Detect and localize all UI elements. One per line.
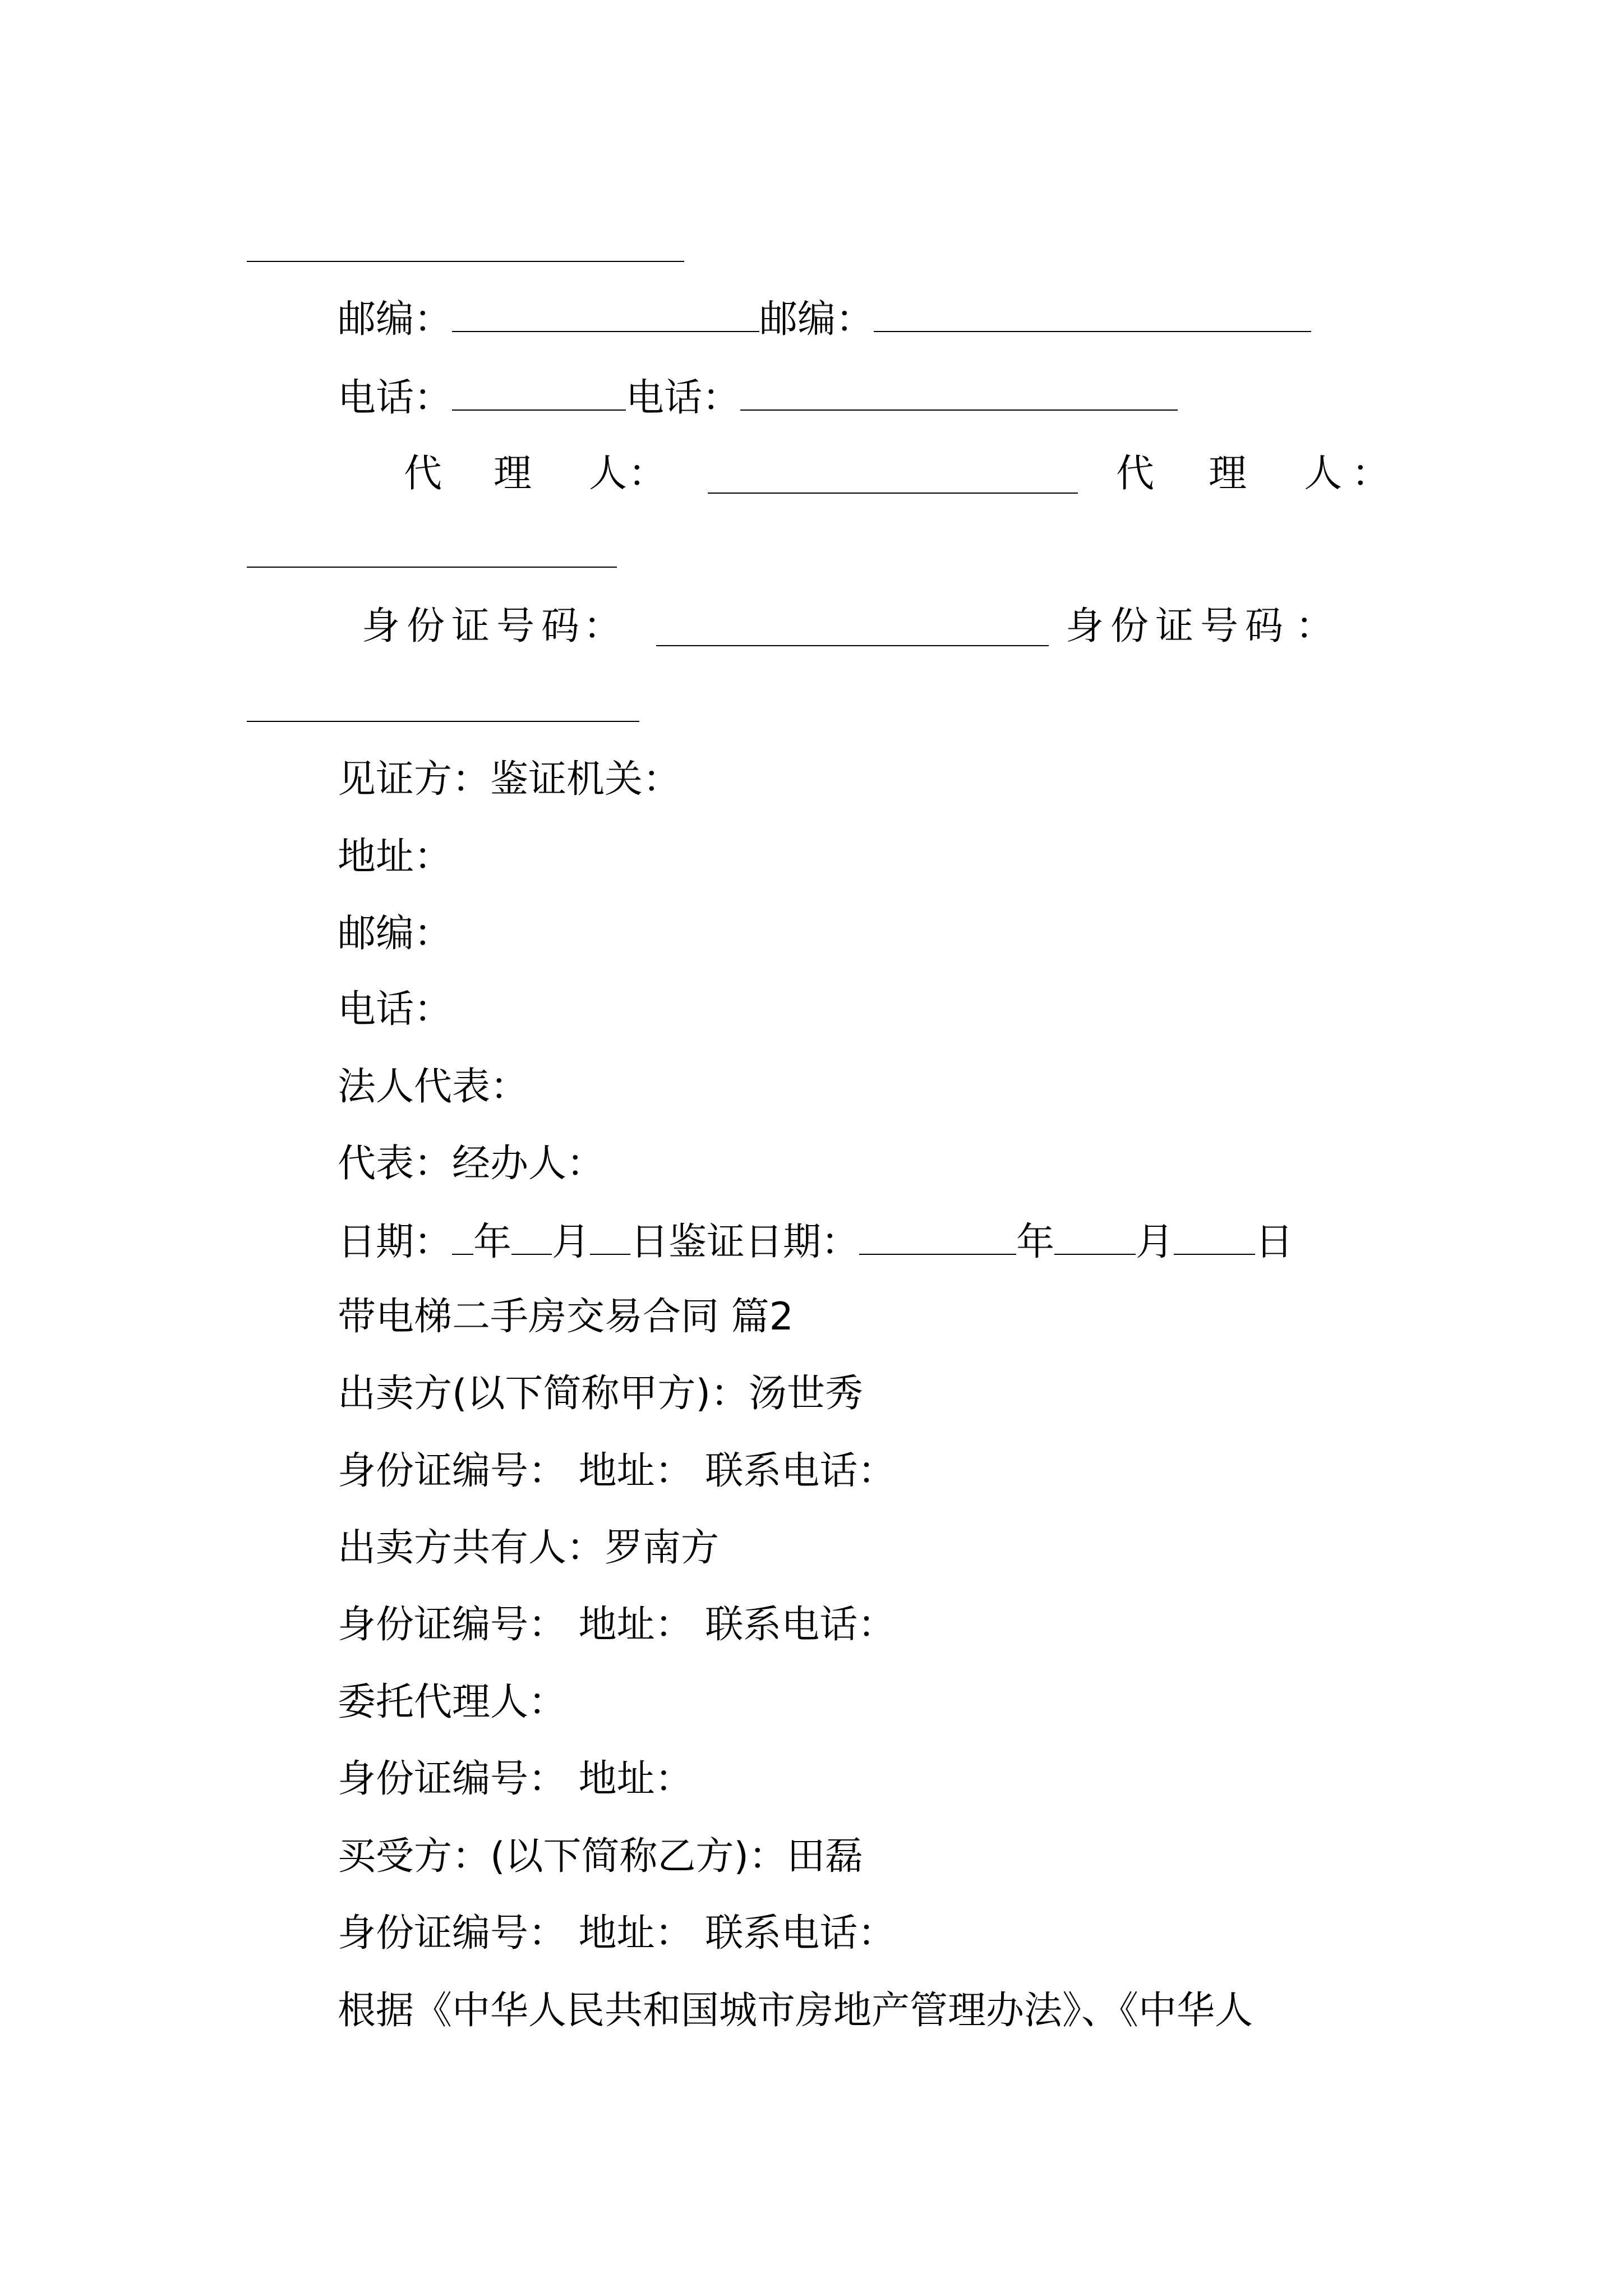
id-char: 证 (1155, 604, 1194, 648)
verify-year-label: 年 (1016, 1220, 1055, 1264)
agent-char: 代 (404, 452, 442, 496)
agent-id-line: 身份证编号： 地址： (338, 1757, 693, 1801)
agent-char: 理 (1209, 452, 1247, 496)
co-owner-line: 出卖方共有人：罗南方 (338, 1526, 720, 1570)
postcode-label-b: 邮编： (759, 297, 874, 342)
co-owner-id-line: 身份证编号： 地址： 联系电话： (338, 1603, 896, 1647)
verify-month-blank (1054, 1214, 1136, 1255)
phone-blank-a (452, 370, 626, 411)
basis-line: 根据《中华人民共和国城市房地产管理办法》、《中华人 (338, 1989, 1253, 2033)
date-label: 日期： (338, 1220, 453, 1264)
id-char: 号 (496, 604, 535, 648)
agent-line: 委托代理人： (338, 1680, 567, 1724)
id-char: ： (1295, 604, 1334, 648)
id-char: 号 (1200, 604, 1239, 648)
day-and-verify-label: 日鉴证日期： (630, 1220, 860, 1264)
verify-month-label: 月 (1136, 1220, 1174, 1264)
id-row-a (362, 601, 622, 652)
agent-char: 理 (494, 452, 532, 496)
postcode-blank-a (452, 292, 759, 332)
section-title: 带电梯二手房交易合同 篇2 (338, 1295, 794, 1339)
witness-phone: 电话： (338, 987, 453, 1032)
seller-line: 出卖方(以下简称甲方)：汤世秀 (338, 1372, 864, 1416)
id-char: ： (583, 604, 622, 648)
agent-char: 人 (1304, 452, 1343, 496)
day-blank (590, 1214, 630, 1255)
buyer-line: 买受方：(以下简称乙方)：田磊 (338, 1834, 864, 1879)
id-char: 码 (1245, 604, 1284, 648)
id-char: 份 (1110, 604, 1149, 648)
id-blank-a (656, 645, 1049, 646)
id-char: 份 (407, 604, 445, 648)
id-blank-continued (247, 721, 639, 722)
postcode-blank-b (874, 292, 1311, 332)
postcode-label-a: 邮编： (338, 297, 453, 342)
witness-postcode: 邮编： (338, 912, 453, 956)
witness-legal-rep: 法人代表： (338, 1065, 529, 1109)
phone-blank-b (740, 370, 1178, 411)
agent-char: ： (628, 452, 667, 496)
postcode-row (338, 292, 1311, 345)
agent-char: 人 (589, 452, 628, 496)
agent-char: 代 (1116, 452, 1155, 496)
seller-id-line: 身份证编号： 地址： 联系电话： (338, 1449, 896, 1493)
year-blank (452, 1214, 473, 1255)
agent-row-a (404, 449, 684, 499)
agent-blank-continued (247, 567, 617, 568)
verify-year-blank (859, 1214, 1016, 1255)
date-line (338, 1214, 1293, 1268)
month-blank (511, 1214, 552, 1255)
verify-day-label: 日 (1255, 1220, 1294, 1264)
phone-row (338, 370, 1178, 424)
buyer-id-line: 身份证编号： 地址： 联系电话： (338, 1911, 896, 1955)
agent-row-b (1116, 449, 1396, 499)
agent-blank-a (708, 493, 1078, 494)
month-label: 月 (552, 1220, 591, 1264)
agent-char: ： (1352, 452, 1390, 496)
witness-rep: 代表：经办人： (338, 1142, 605, 1186)
phone-label-a: 电话： (338, 376, 453, 420)
top-blank-line (247, 261, 684, 262)
id-char: 证 (451, 604, 490, 648)
id-char: 码 (541, 604, 580, 648)
witness-address: 地址： (338, 835, 453, 879)
year-label: 年 (473, 1220, 512, 1264)
id-row-b (1066, 601, 1334, 652)
phone-label-b: 电话： (626, 376, 741, 420)
id-char: 身 (362, 604, 400, 648)
verify-day-blank (1174, 1214, 1255, 1255)
witness-title: 见证方：鉴证机关： (338, 757, 681, 802)
id-char: 身 (1066, 604, 1104, 648)
